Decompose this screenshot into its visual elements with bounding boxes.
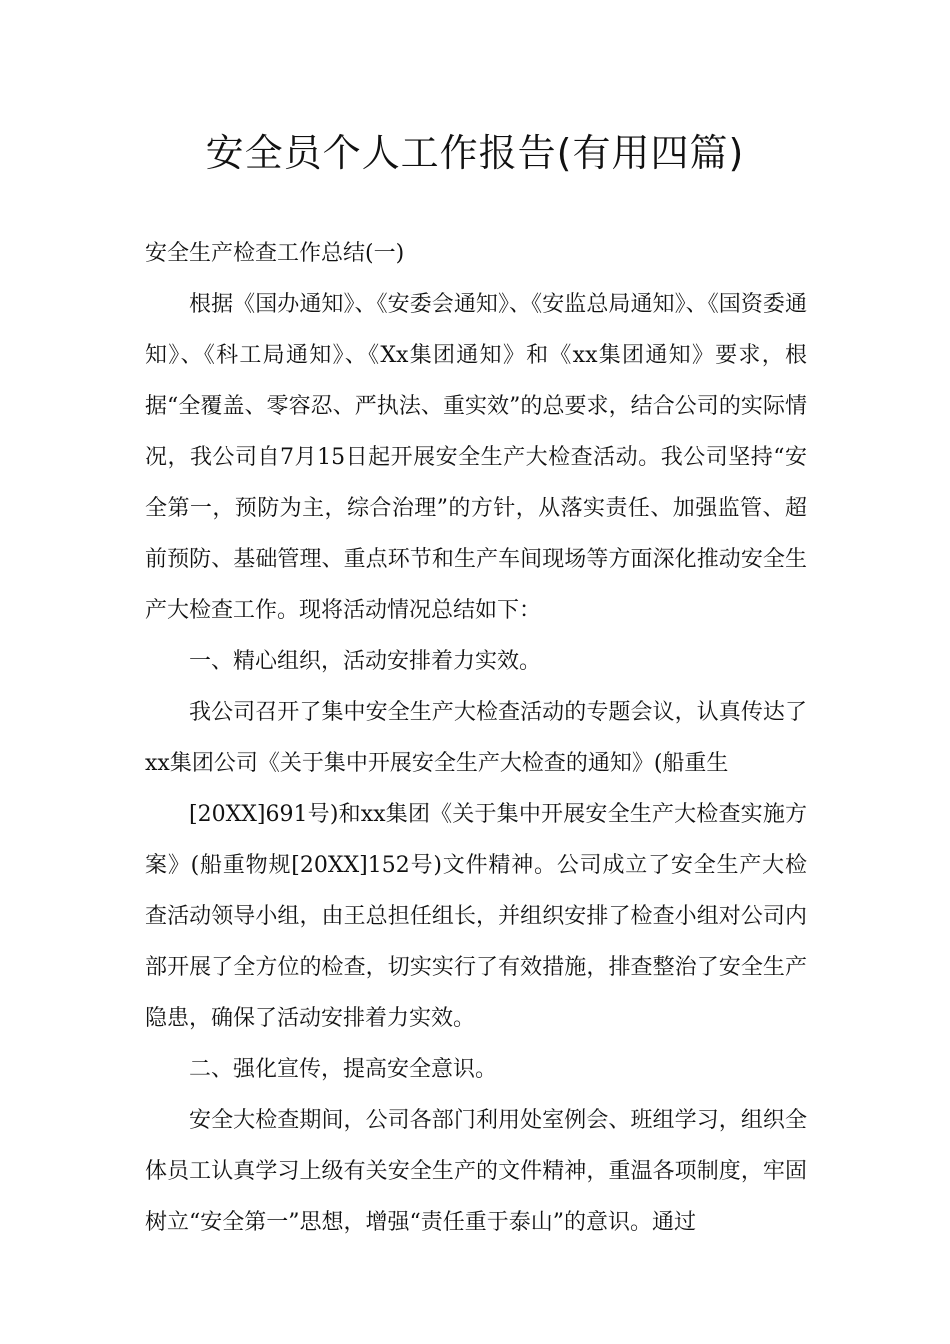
paragraph-study: 安全大检查期间，公司各部门利用处室例会、班组学习，组织全体员工认真学习上级有关安全生产的文件精神，重温各项制度，牢固树立“安全第一”思想，增强“责任重于泰山”的意识。通过 <box>145 1108 807 1235</box>
document-title: 安全员个人工作报告(有用四篇) <box>205 131 745 175</box>
paragraph-documents: [20XX]691号)和xx集团《关于集中开展安全生产大检查实施方案》(船重物规[20XX]152号)文件精神。公司成立了安全生产大检查活动领导小组，由王总担任组长，并组织安排了检查小组对公司内部开展了全方位的检查，切实实行了有效措施，排查整治了安全生产隐患，确保了活动安排着力实效。 <box>145 802 807 1031</box>
section-title: 安全生产检查工作总结(一) <box>145 241 405 266</box>
heading-publicity: 二、强化宣传，提高安全意识。 <box>189 1057 498 1082</box>
heading-organize: 一、精心组织，活动安排着力实效。 <box>189 649 542 674</box>
paragraph-intro: 根据《国办通知》、《安委会通知》、《安监总局通知》、《国资委通知》、《科工局通知》、《Xx集团通知》和《xx集团通知》要求，根据“全覆盖、零容忍、严执法、重实效”的总要求，结合公司的实际情况，我公司自7月15日起开展安全生产大检查活动。我公司坚持“安全第一，预防为主，综合治理”的方针，从落实责任、加强监管、超前预防、基础管理、重点环节和生产车间现场等方面深化推动安全生产大检查工作。现将活动情况总结如下： <box>145 292 807 623</box>
paragraph-meeting: 我公司召开了集中安全生产大检查活动的专题会议，认真传达了xx集团公司《关于集中开展安全生产大检查的通知》(船重生 <box>145 700 807 776</box>
document-body <box>145 228 807 1248</box>
